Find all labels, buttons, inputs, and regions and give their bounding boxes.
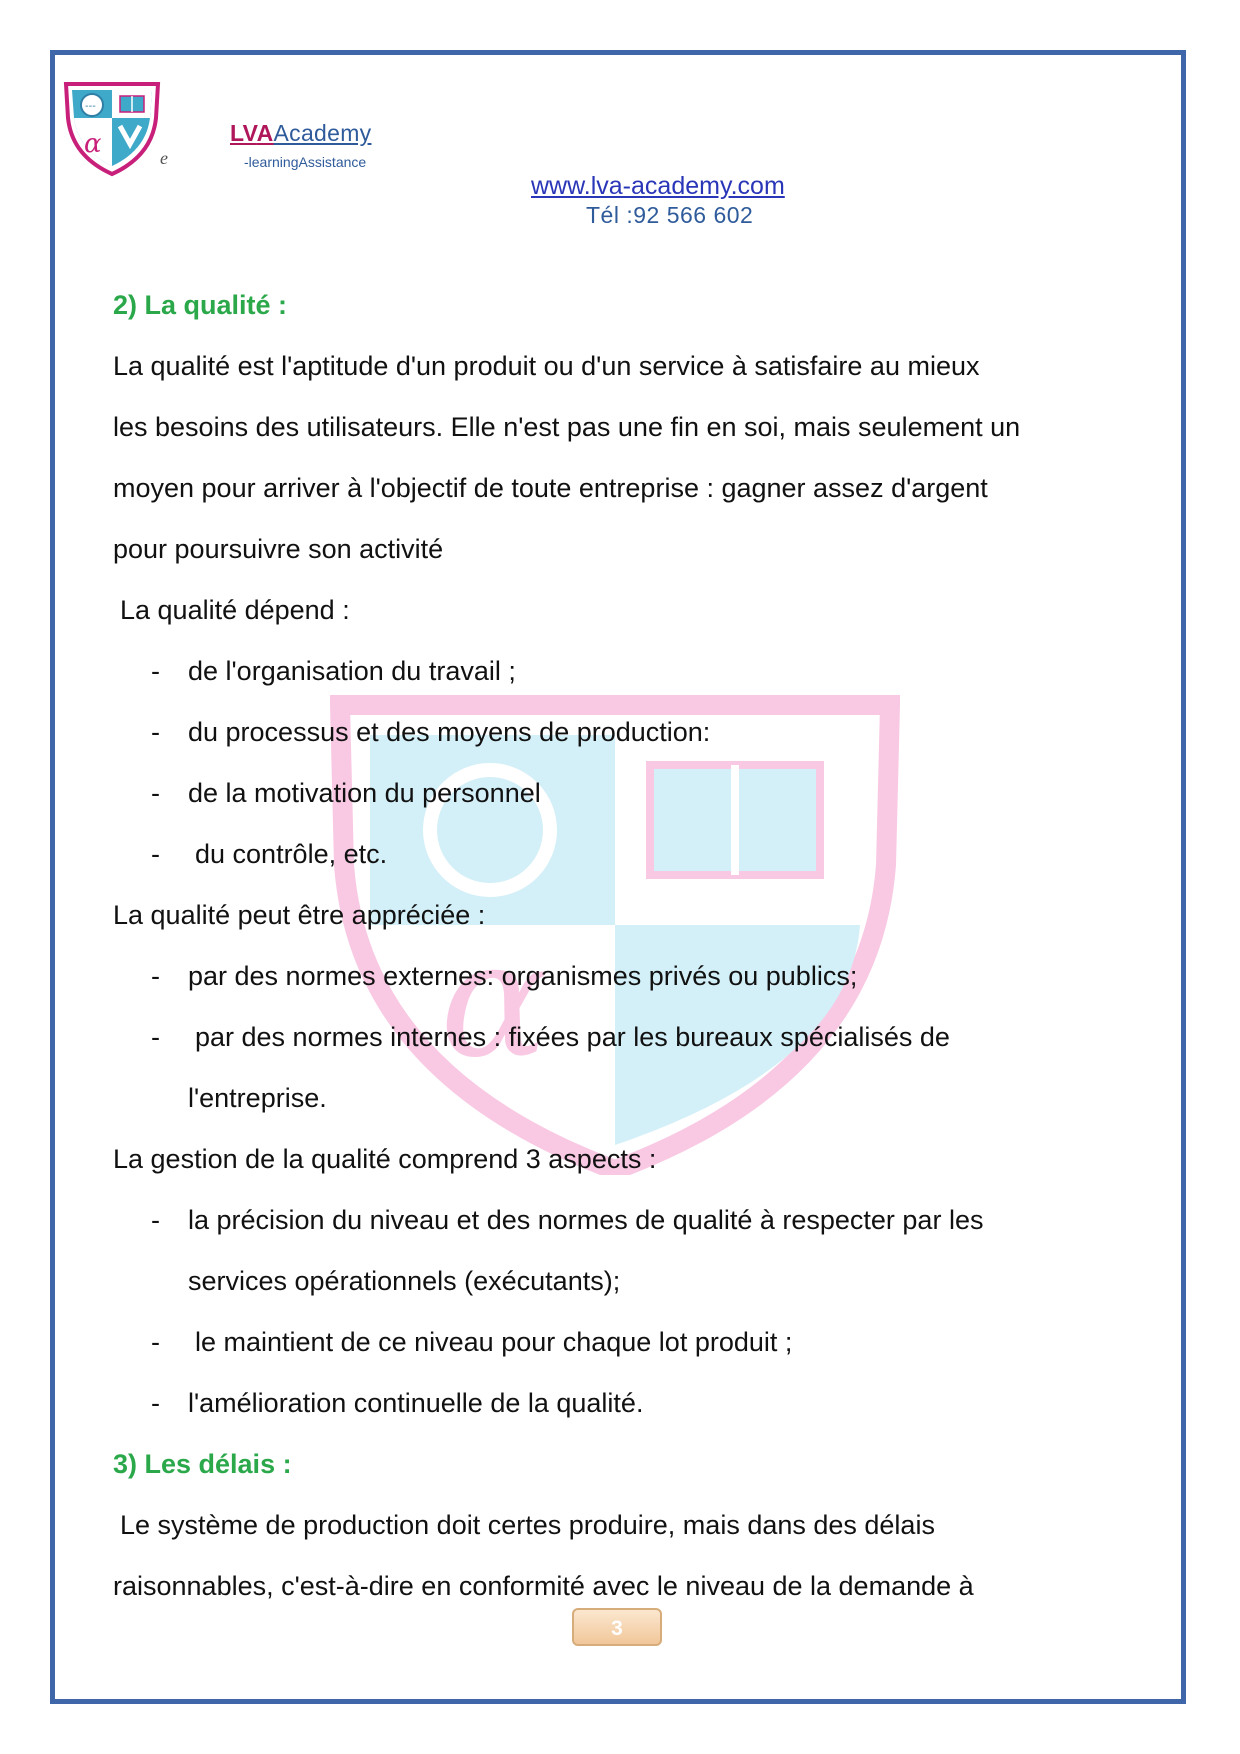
bullet-dash: - — [151, 778, 160, 808]
bullet-dash: - — [151, 1022, 160, 1052]
brand-lv: LV — [230, 120, 257, 146]
list-item-text: par des normes externes: organismes privés ou publics; — [188, 961, 858, 991]
list-item-text: de la motivation du personnel — [188, 778, 541, 808]
list-item-text: la précision du niveau et des normes de qualité à respecter par les — [188, 1205, 984, 1235]
paragraph-line: Le système de production doit certes produire, mais dans des délais — [120, 1510, 935, 1540]
lva-academy-logo — [58, 78, 168, 178]
bullet-dash: - — [151, 717, 160, 747]
bullet-dash: - — [151, 839, 160, 869]
list-item — [113, 824, 1123, 885]
list-item — [113, 1373, 1123, 1434]
list-item-text: de l'organisation du travail ; — [188, 656, 516, 686]
bullet-dash: - — [151, 1388, 160, 1418]
list-item — [113, 641, 1123, 702]
list-item-text: du processus et des moyens de production: — [188, 717, 711, 747]
brand-a: A — [256, 120, 274, 146]
svg-text:α: α — [84, 129, 102, 159]
section-heading-qualite: 2) La qualité : — [113, 290, 288, 320]
logo-e-mark: e — [160, 148, 168, 168]
list-item — [113, 763, 1123, 824]
svg-text:α: α — [440, 906, 549, 1093]
list-item-text: par des normes internes : fixées par les bureaux spécialisés de — [195, 1022, 950, 1052]
list-intro-depend: La qualité dépend : — [120, 595, 350, 625]
list-intro-appreciee: La qualité peut être appréciée : — [113, 900, 486, 930]
paragraph-line: raisonnables, c'est-à-dire en conformité avec le niveau de la demande à — [113, 1571, 974, 1601]
paragraph-line: les besoins des utilisateurs. Elle n'est pas une fin en soi, mais seulement un — [113, 412, 1021, 442]
brand-subtitle: -learningAssistance — [244, 154, 367, 170]
section-heading-delais: 3) Les délais : — [113, 1449, 292, 1479]
list-item-continuation: services opérationnels (exécutants); — [188, 1266, 621, 1296]
list-item — [113, 1312, 1123, 1373]
bullet-dash: - — [151, 656, 160, 686]
list-item — [113, 1190, 1123, 1251]
paragraph-line: moyen pour arriver à l'objectif de toute entreprise : gagner assez d'argent — [113, 473, 988, 503]
list-item — [113, 946, 1123, 1007]
bullet-dash: - — [151, 1327, 160, 1357]
list-item-text: le maintient de ce niveau pour chaque lot produit ; — [195, 1327, 793, 1357]
page-number-badge: 3 — [572, 1608, 662, 1646]
website-link[interactable]: www.lva-academy.com — [531, 172, 785, 200]
paragraph-line: pour poursuivre son activité — [113, 534, 444, 564]
brand-name[interactable] — [230, 120, 371, 147]
list-intro-gestion: La gestion de la qualité comprend 3 aspects : — [113, 1144, 657, 1174]
document-body — [113, 275, 1123, 1617]
svg-text:---: --- — [85, 101, 96, 112]
list-item-continuation: l'entreprise. — [188, 1083, 327, 1113]
bullet-dash: - — [151, 1205, 160, 1235]
paragraph-line: La qualité est l'aptitude d'un produit ou d'un service à satisfaire au mieux — [113, 351, 980, 381]
list-item — [113, 702, 1123, 763]
list-item — [113, 1007, 1123, 1068]
list-item-text: l'amélioration continuelle de la qualité. — [188, 1388, 644, 1418]
bullet-dash: - — [151, 961, 160, 991]
list-item-text: du contrôle, etc. — [195, 839, 388, 869]
brand-academy: Academy — [273, 120, 372, 146]
phone-number: Tél :92 566 602 — [586, 202, 754, 228]
